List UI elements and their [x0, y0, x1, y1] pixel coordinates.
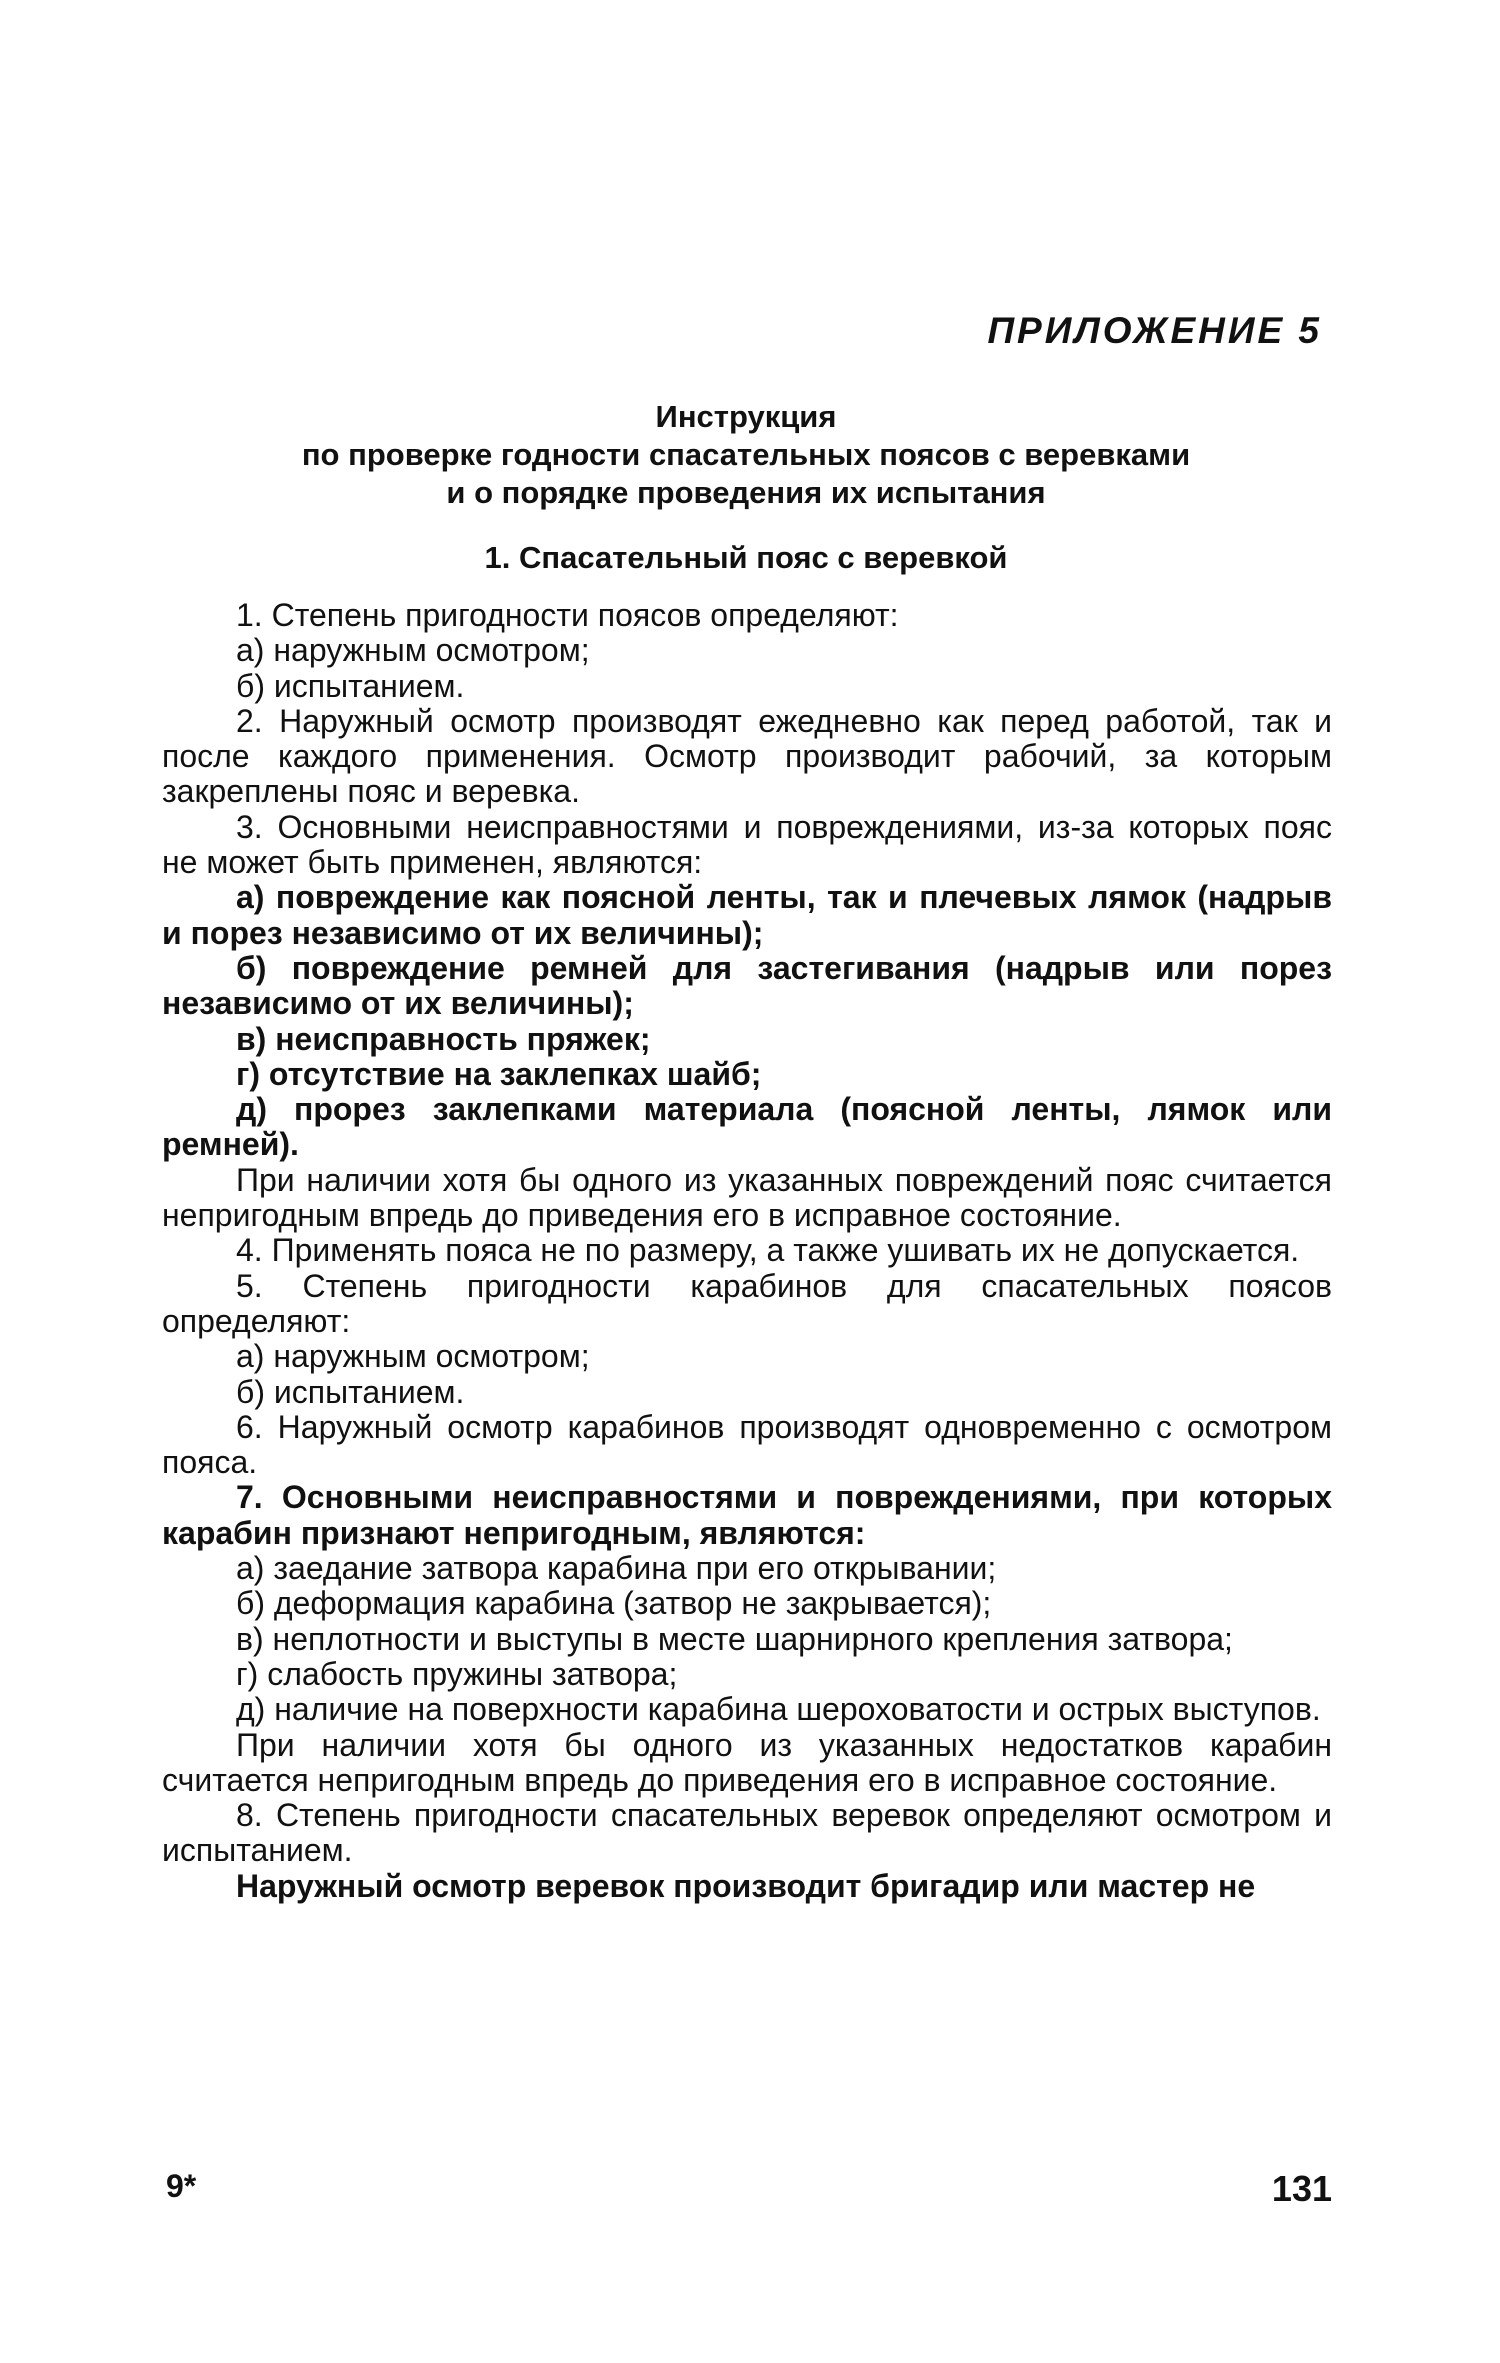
list-item: б) испытанием. — [236, 1373, 465, 1410]
page-number: 131 — [1271, 2168, 1332, 2209]
list-item: б) деформация карабина (затвор не закрывается); — [236, 1585, 992, 1622]
list-item: а) наружным осмотром; — [236, 1338, 590, 1375]
list-item: г) отсутствие на заклепках шайб; — [236, 1055, 762, 1092]
paragraph: 4. Применять пояса не по размеру, а также ушивать их не допускается. — [236, 1232, 1300, 1269]
title-line-3: и о порядке проведения их испытания — [446, 475, 1046, 510]
paragraph: Наружный осмотр веревок производит бригадир или мастер не — [236, 1867, 1256, 1904]
list-item: д) наличие на поверхности карабина шероховатости и острых выступов. — [236, 1691, 1321, 1728]
paragraph: 6. Наружный осмотр карабинов производят одновременно с осмотром пояса. — [162, 1408, 1332, 1481]
paragraph: 8. Степень пригодности спасательных веревок определяют осмотром и испытанием. — [162, 1797, 1332, 1869]
document-title — [160, 398, 1332, 512]
paragraph: 7. Основными неисправностями и повреждениями, при которых карабин признают непригодным, являются: — [162, 1479, 1332, 1551]
appendix-label: ПРИЛОЖЕНИЕ 5 — [987, 310, 1322, 351]
paragraph: 1. Степень пригодности поясов определяют: — [236, 597, 899, 633]
body-text — [162, 598, 1332, 1904]
list-item: в) неплотности и выступы в месте шарнирного крепления затвора; — [236, 1620, 1233, 1657]
paragraph: 2. Наружный осмотр производят ежедневно как перед работой, так и после каждого применения. Осмотр производит рабочий, за которым закреплены пояс и веревка. — [162, 702, 1332, 810]
list-item: а) повреждение как поясной ленты, так и плечевых лямок (надрыв и порез независимо от их величины); — [162, 879, 1332, 951]
list-item: в) неисправность пряжек; — [236, 1020, 651, 1057]
list-item: а) наружным осмотром; — [236, 632, 590, 669]
paragraph: 3. Основными неисправностями и повреждениями, из-за которых пояс не может быть применен, являются: — [162, 808, 1332, 881]
signature-mark: 9* — [166, 2168, 197, 2204]
list-item: б) повреждение ремней для застегивания (надрыв или порез независимо от их величины); — [162, 949, 1332, 1022]
list-item: д) прорез заклепками материала (поясной ленты, лямок или ремней). — [162, 1091, 1332, 1163]
list-item: г) слабость пружины затвора; — [236, 1655, 678, 1692]
title-line-2: по проверке годности спасательных поясов с веревками — [301, 437, 1191, 472]
paragraph: При наличии хотя бы одного из указанных повреждений пояс считается непригодным впредь до приведения его в исправное состояние. — [162, 1161, 1332, 1234]
section-heading: 1. Спасательный пояс с веревкой — [484, 540, 1008, 575]
title-line-1: Инструкция — [655, 399, 837, 434]
list-item: а) заедание затвора карабина при его открывании; — [236, 1550, 997, 1587]
paragraph: При наличии хотя бы одного из указанных недостатков карабин считается непригодным впредь до приведения его в исправное состояние. — [162, 1726, 1332, 1798]
paragraph: 5. Степень пригодности карабинов для спасательных поясов определяют: — [162, 1267, 1332, 1339]
list-item: б) испытанием. — [236, 667, 465, 704]
